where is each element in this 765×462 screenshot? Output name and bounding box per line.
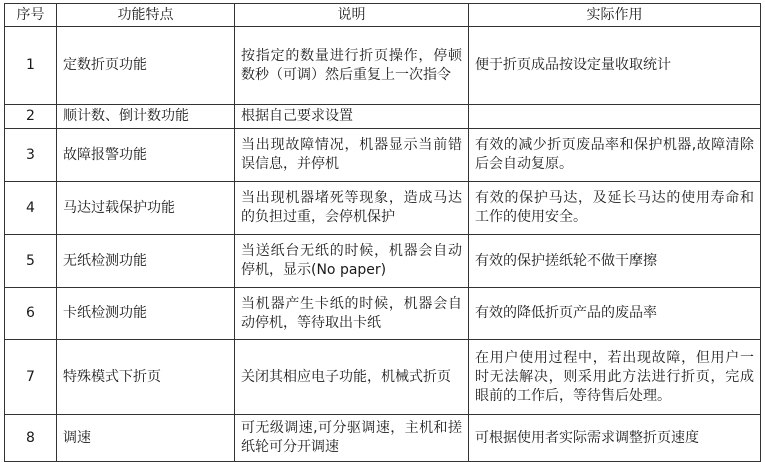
feature-table xyxy=(4,3,761,462)
row-feature: 无纸检测功能 xyxy=(57,235,235,288)
table-row xyxy=(5,105,761,129)
row-effect xyxy=(469,105,761,129)
row-description: 当出现故障情况，机器显示当前错误信息，并停机 xyxy=(235,129,469,182)
row-feature: 马达过载保护功能 xyxy=(57,182,235,235)
table-header-row xyxy=(5,4,761,27)
header-feature: 功能特点 xyxy=(57,4,235,27)
header-effect: 实际作用 xyxy=(469,4,761,27)
row-index: 1 xyxy=(5,27,57,105)
header-description: 说明 xyxy=(235,4,469,27)
header-index: 序号 xyxy=(5,4,57,27)
row-index: 8 xyxy=(5,415,57,462)
row-effect: 在用户使用过程中，若出现故障，但用户一时无法解决，则采用此方法进行折页，完成眼前的工作后，等待售后处理。 xyxy=(469,340,761,415)
row-effect: 有效的降低折页产品的废品率 xyxy=(469,288,761,340)
row-index: 3 xyxy=(5,129,57,182)
row-description: 按指定的数量进行折页操作，停顿数秒（可调）然后重复上一次指令 xyxy=(235,27,469,105)
row-description: 当出现机器堵死等现象，造成马达的负担过重，会停机保护 xyxy=(235,182,469,235)
row-description: 关闭其相应电子功能，机械式折页 xyxy=(235,340,469,415)
row-effect: 有效的减少折页废品率和保护机器,故障清除后会自动复原。 xyxy=(469,129,761,182)
table-row xyxy=(5,288,761,340)
row-description: 根据自己要求设置 xyxy=(235,105,469,129)
table-row xyxy=(5,340,761,415)
row-index: 6 xyxy=(5,288,57,340)
table-row xyxy=(5,27,761,105)
row-index: 5 xyxy=(5,235,57,288)
row-feature: 定数折页功能 xyxy=(57,27,235,105)
row-index: 4 xyxy=(5,182,57,235)
table-row xyxy=(5,129,761,182)
row-feature: 卡纸检测功能 xyxy=(57,288,235,340)
row-description: 当机器产生卡纸的时候，机器会自动停机，等待取出卡纸 xyxy=(235,288,469,340)
row-effect: 有效的保护马达，及延长马达的使用寿命和工作的使用安全。 xyxy=(469,182,761,235)
row-effect: 便于折页成品按设定量收取统计 xyxy=(469,27,761,105)
row-feature: 调速 xyxy=(57,415,235,462)
row-effect: 有效的保护搓纸轮不做干摩擦 xyxy=(469,235,761,288)
row-description: 当送纸台无纸的时候，机器会自动停机，显示(No paper) xyxy=(235,235,469,288)
table-row xyxy=(5,182,761,235)
row-effect: 可根据使用者实际需求调整折页速度 xyxy=(469,415,761,462)
row-index: 2 xyxy=(5,105,57,129)
row-feature: 顺计数、倒计数功能 xyxy=(57,105,235,129)
row-feature: 特殊模式下折页 xyxy=(57,340,235,415)
table-row xyxy=(5,415,761,462)
row-description: 可无级调速,可分驱调速，主机和搓纸轮可分开调速 xyxy=(235,415,469,462)
row-index: 7 xyxy=(5,340,57,415)
row-feature: 故障报警功能 xyxy=(57,129,235,182)
table-row xyxy=(5,235,761,288)
